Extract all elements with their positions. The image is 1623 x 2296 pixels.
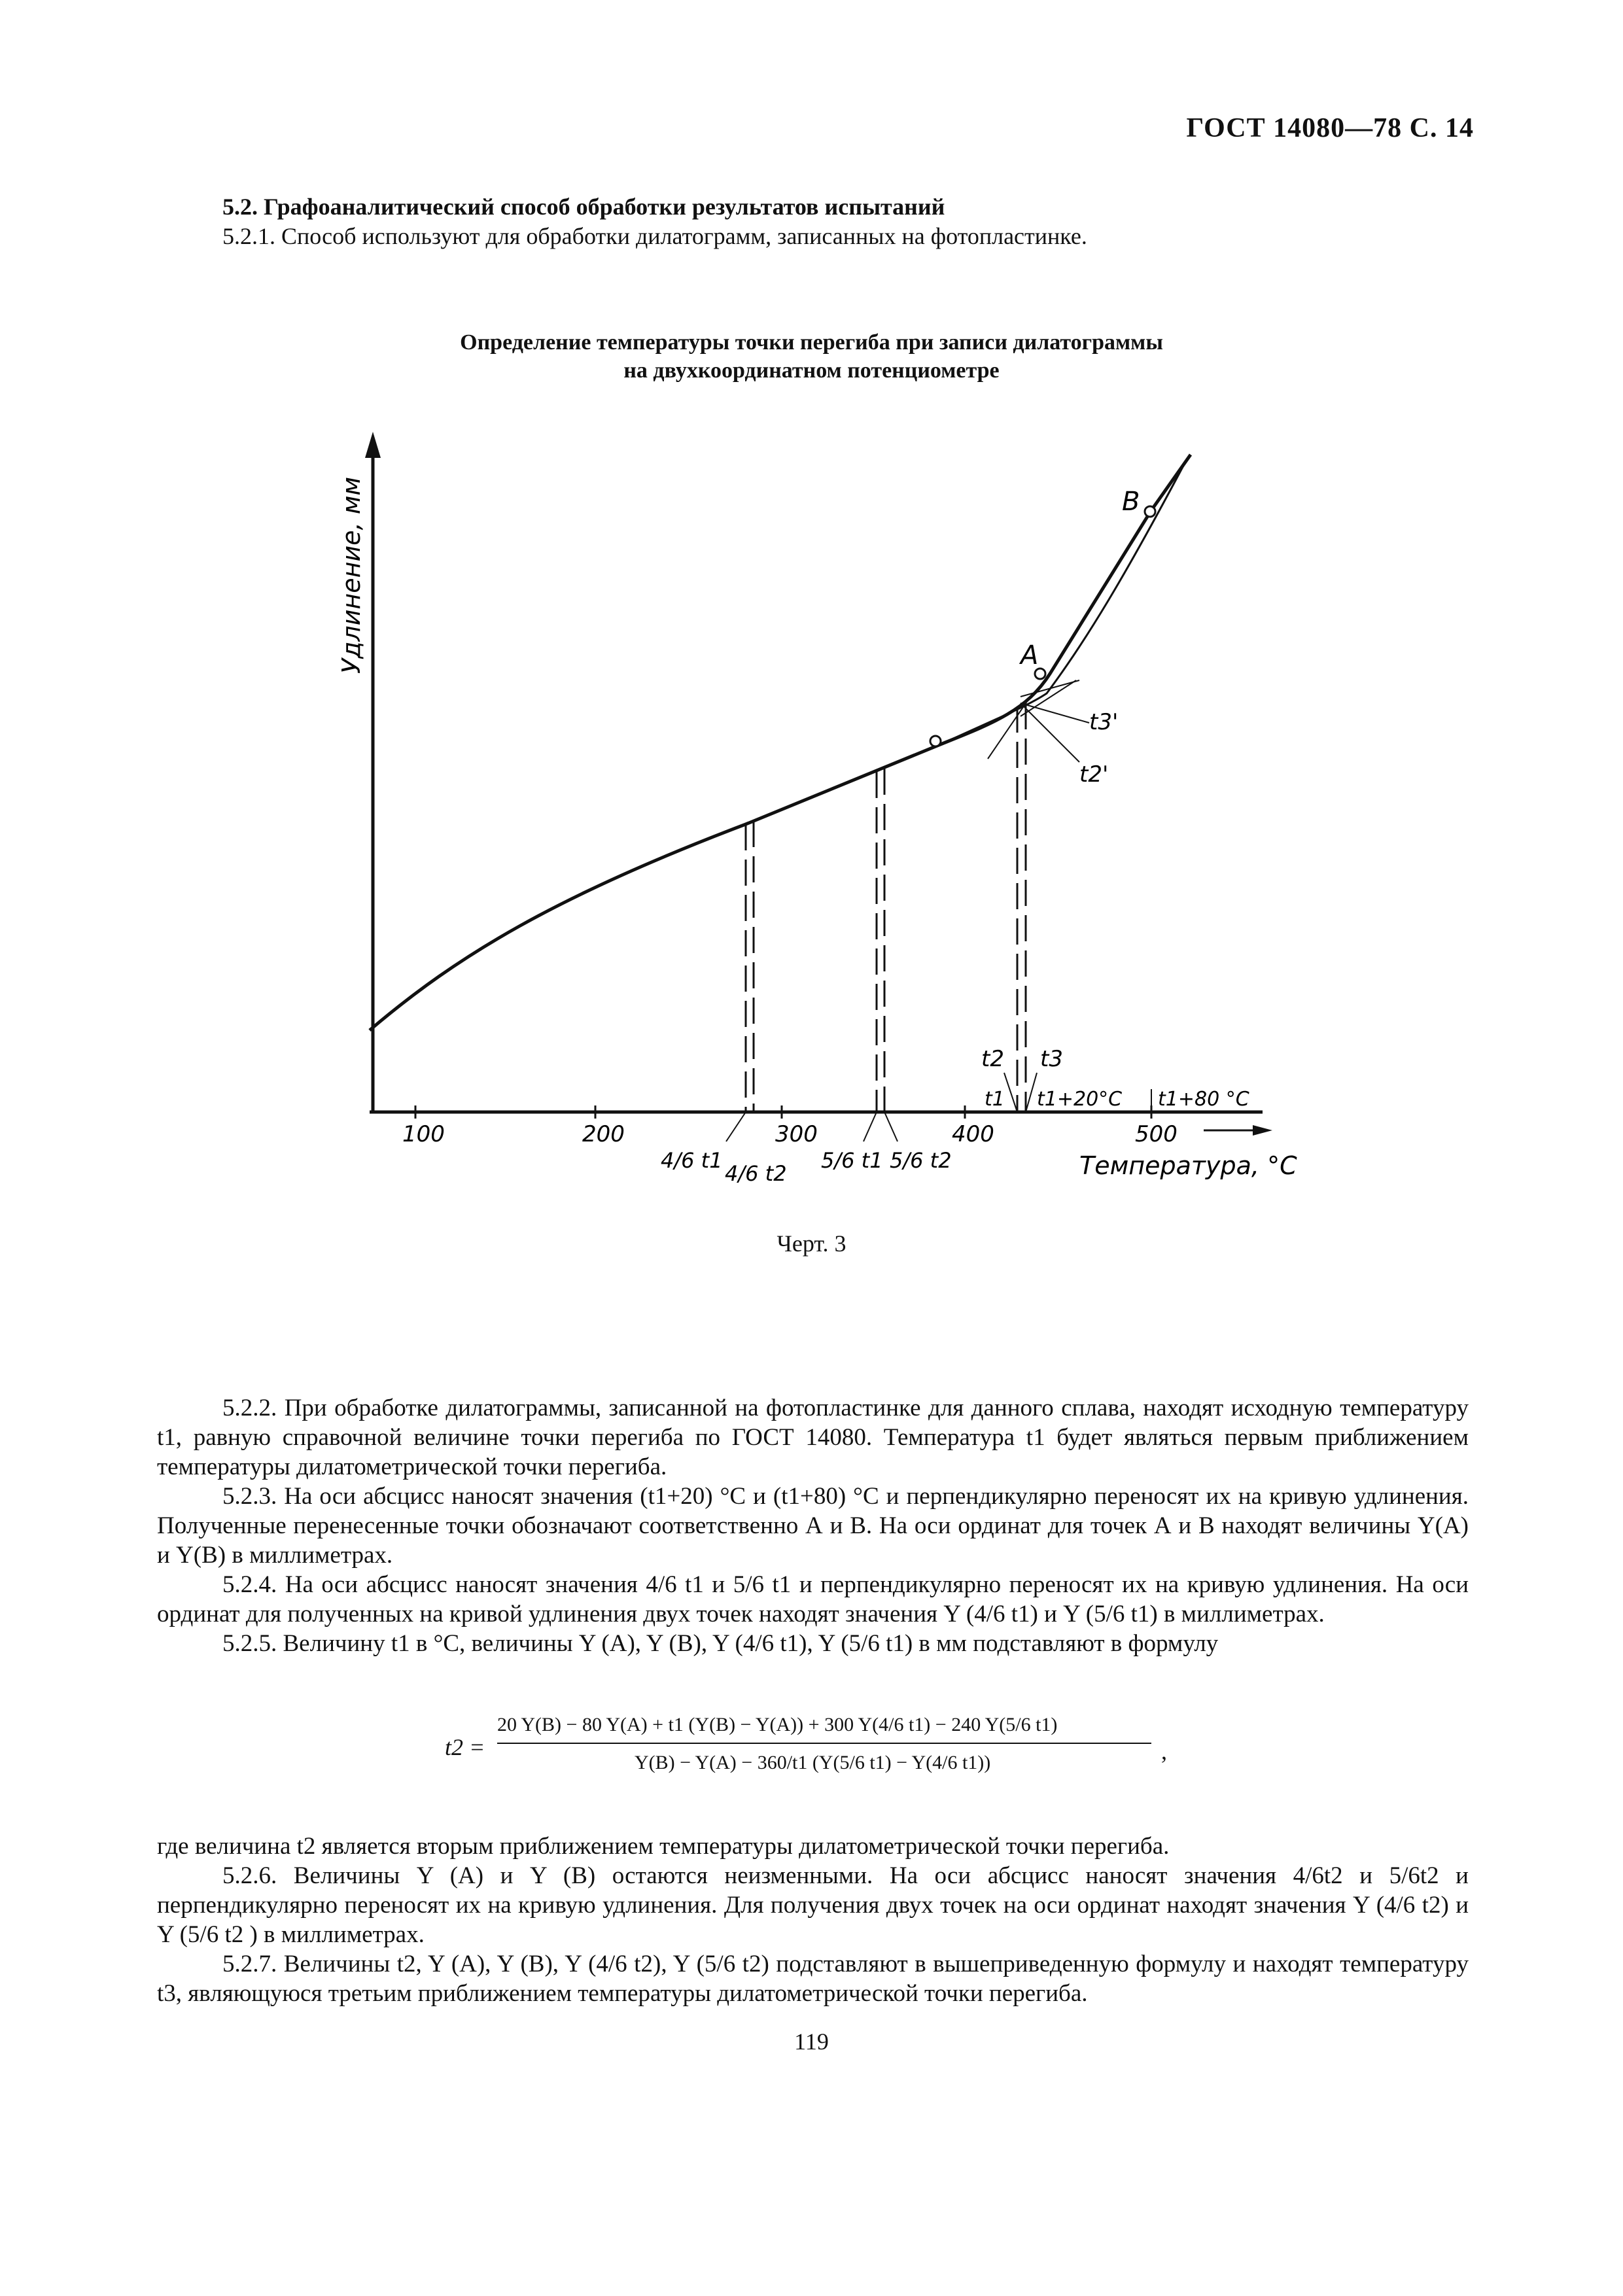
formula-lhs: t2 = (445, 1734, 485, 1760)
tangent-3 (988, 697, 1030, 759)
tick-200: 200 (582, 1121, 625, 1147)
elongation-curve (370, 455, 1191, 1030)
tick-400: 400 (952, 1121, 994, 1147)
t3-leader (1026, 1073, 1037, 1112)
label-B: B (1122, 487, 1140, 517)
label-t2-prime: t2' (1079, 761, 1109, 788)
figure-caption: Черт. 3 (777, 1230, 846, 1257)
paragraph-where: где величина t2 является вторым приближением температуры дилатометрической точки перегиба. (157, 1833, 1170, 1860)
page-number: 119 (794, 2028, 829, 2055)
paragraph-5-2-2: 5.2.2. При обработке дилатограммы, записанной на фотопластинке для данного сплава, находят исходную температуру t1, равную справочной величине точки перегиба по ГОСТ 14080. Температура t1 будет являться первым приближением температуры дилатометрической точки перегиба. (157, 1395, 1469, 1480)
paragraph-5-2-5: 5.2.5. Величину t1 в °С, величины Y (A), Y (B), Y (4/6 t1), Y (5/6 t1) в мм подставляют в формулу (222, 1630, 1219, 1657)
paragraph-5-2-6: 5.2.6. Величины Y (A) и Y (B) остаются неизменными. На оси абсцисс наносят значения 4/6t2 и 5/6t2 и перпендикулярно переносят их на кривую удлинения. Для получения двух точек на оси ординат находят значения Y (4/6 t2) и Y (5/6 t2 ) в миллиметрах. (157, 1862, 1469, 1948)
y-axis-label: Удлинение, мм (337, 476, 366, 674)
x-label-arrow-head (1253, 1125, 1272, 1136)
page-header: ГОСТ 14080—78 С. 14 (1186, 113, 1474, 143)
tangent-point-marker (930, 736, 941, 746)
label-t1-plus-20: t1+20°С (1037, 1088, 1123, 1111)
label-t3: t3 (1040, 1046, 1063, 1072)
frac5-t2-leader (884, 1112, 898, 1141)
label-frac4-t2: 4/6 t2 (725, 1161, 787, 1186)
label-frac5-t2: 5/6 t2 (890, 1148, 952, 1173)
label-frac5-t1: 5/6 t1 (821, 1148, 883, 1173)
paragraph-5-2-4: 5.2.4. На оси абсцисс наносят значения 4/6 t1 и 5/6 t1 и перпендикулярно переносят их на кривую удлинения. На оси ординат для полученных на кривой удлинения двух точек находят значения Y (4/6 t1) и Y (5/6 t1) в миллиметрах. (157, 1571, 1469, 1627)
paragraph-5-2-3: 5.2.3. На оси абсцисс наносят значения (t1+20) °С и (t1+80) °С и перпендикулярно переносят их на кривую удлинения. Полученные перенесенные точки обозначают соответственно А и В. На оси ординат для точек А и В находят величины Y(A) и Y(B) в миллиметрах. (157, 1483, 1469, 1569)
label-t1-plus-80: t1+80 °С (1158, 1088, 1249, 1111)
point-B-marker (1145, 506, 1155, 517)
label-A: A (1021, 640, 1039, 670)
body-text-block-2 (157, 1832, 1469, 2008)
frac5-t1-leader (864, 1112, 877, 1141)
y-axis-arrow (365, 432, 381, 458)
formula-comma: , (1161, 1738, 1167, 1764)
figure-title-line2: на двухкоординатном потенциометре (623, 358, 1000, 383)
paragraph-5-2-1: 5.2.1. Способ используют для обработки дилатограмм, записанных на фотопластинке. (222, 223, 1087, 249)
formula-t2 (445, 1714, 1230, 1792)
x-axis-label: Температура, °С (1079, 1151, 1297, 1180)
body-text-block-1 (157, 1393, 1469, 1658)
label-t2: t2 (981, 1046, 1004, 1072)
formula-numerator: 20 Y(B) − 80 Y(A) + t1 (Y(B) − Y(A)) + 300 Y(4/6 t1) − 240 Y(5/6 t1) (497, 1714, 1058, 1735)
paragraph-5-2-7: 5.2.7. Величины t2, Y (A), Y (B), Y (4/6 t2), Y (5/6 t2) подставляют в вышеприведенную формулу и находят температуру t3, являющуюся третьим приближением температуры дилатометрической точки перегиба. (157, 1951, 1469, 2007)
tick-100: 100 (402, 1121, 445, 1147)
frac4-t1-leader (726, 1112, 746, 1141)
tick-500: 500 (1135, 1121, 1178, 1147)
tick-300: 300 (775, 1121, 818, 1147)
figure-title-line1: Определение температуры точки перегиба при записи дилатограммы (460, 330, 1163, 355)
tangent-1 (1021, 680, 1079, 697)
label-t1: t1 (985, 1088, 1005, 1111)
section-title: 5.2. Графоаналитический способ обработки результатов испытаний (222, 194, 945, 220)
label-frac4-t1: 4/6 t1 (661, 1148, 723, 1173)
formula-fraction-bar (497, 1743, 1151, 1744)
t2-leader (1004, 1073, 1017, 1112)
formula-denominator: Y(B) − Y(A) − 360/t1 (Y(5/6 t1) − Y(4/6 t1)) (635, 1752, 991, 1773)
label-t3-prime: t3' (1089, 709, 1119, 735)
